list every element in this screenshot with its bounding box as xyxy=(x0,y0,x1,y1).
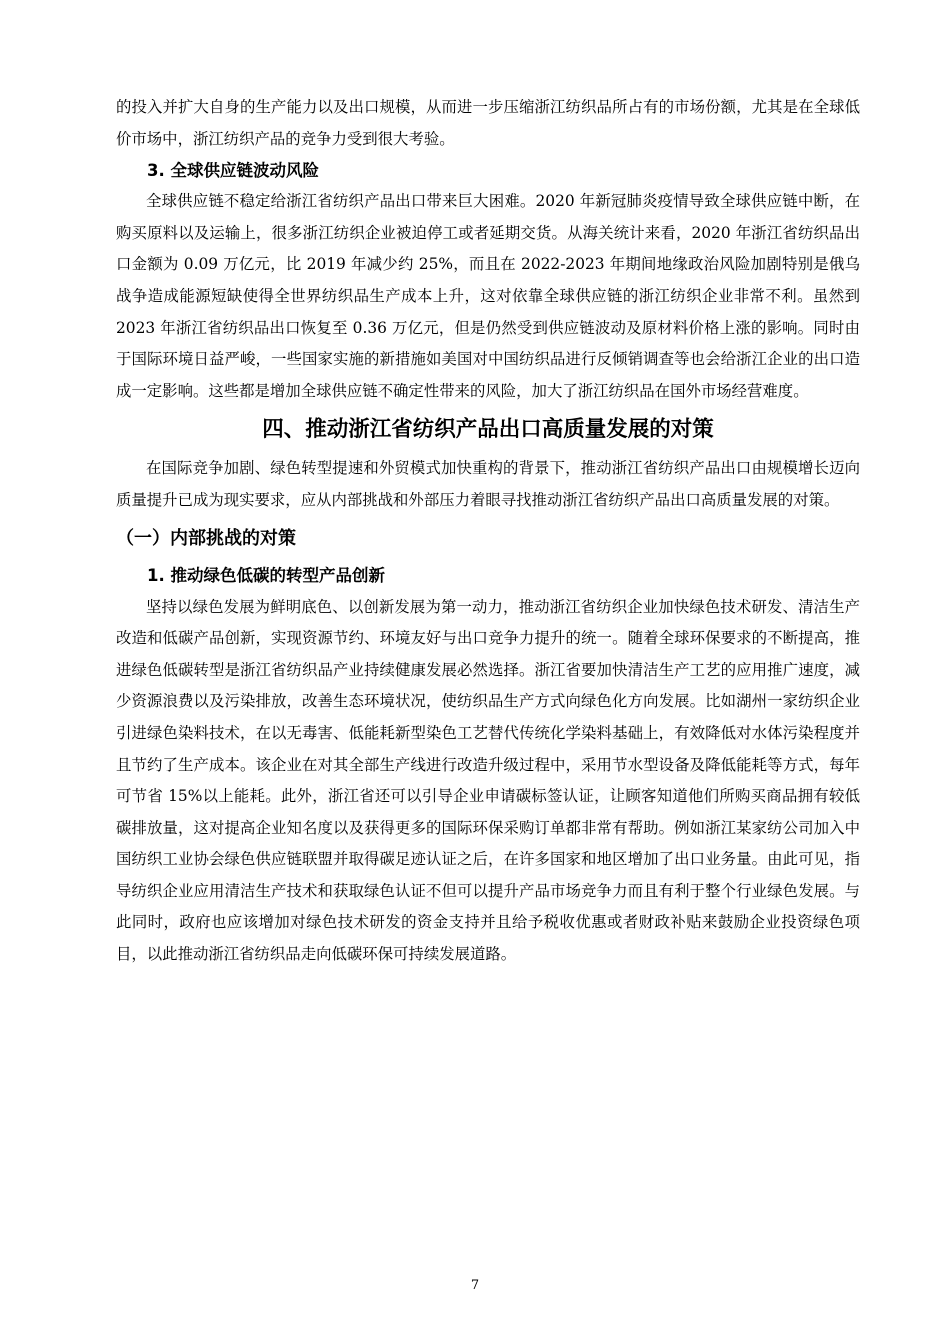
section-heading-countermeasures: 四、推动浙江省纺织产品出口高质量发展的对策 xyxy=(262,417,714,443)
page-number: 7 xyxy=(470,1278,480,1293)
document-page xyxy=(116,92,860,971)
sub-heading-green-transformation: 1. 推动绿色低碳的转型产品创新 xyxy=(147,566,385,586)
green-transformation-paragraph: 坚持以绿色发展为鲜明底色、以创新发展为第一动力，推动浙江省纺织企业加快绿色技术研发、清洁生产改造和低碳产品创新，实现资源节约、环境友好与出口竞争力提升的统一。随着全球环保要求的不断提高，推进绿色低碳转型是浙江省纺织品产业持续健康发展必然选择。浙江省要加快清洁生产工艺的应用推广速度，减少资源浪费以及污染排放，改善生态环境状况，使纺织品生产方式向绿色化方向发展。比如湖州一家纺织企业引进绿色染料技术，在以无毒害、低能耗新型染色工艺替代传统化学染料基础上，有效降低对水体污染程度并且节约了生产成本。该企业在对其全部生产线进行改造升级过程中，采用节水型设备及降低能耗等方式，每年可节省 15%以上能耗。此外，浙江省还可以引导企业申请碳标签认证，让顾客知道他们所购买商品拥有较低碳排放量，这对提高企业知名度以及获得更多的国际环保采购订单都非常有帮助。例如浙江某家纺公司加入中国纺织工业协会绿色供应链联盟并取得碳足迹认证之后，在许多国家和地区增加了出口业务量。由此可见，指导纺织企业应用清洁生产技术和获取绿色认证不但可以提升产品市场竞争力而且有利于整个行业绿色发展。与此同时，政府也应该增加对绿色技术研发的资金支持并且给予税收优惠或者财政补贴来鼓励企业投资绿色项目，以此推动浙江省纺织品走向低碳环保可持续发展道路。 xyxy=(116,597,860,964)
intro-paragraph: 的投入并扩大自身的生产能力以及出口规模，从而进一步压缩浙江纺织品所占有的市场份额，尤其是在全球低价市场中，浙江纺织产品的竞争力受到很大考验。 xyxy=(116,98,860,148)
section-intro-paragraph: 在国际竞争加剧、绿色转型提速和外贸模式加快重构的背景下，推动浙江省纺织产品出口由规模增长迈向质量提升已成为现实要求，应从内部挑战和外部压力着眼寻找推动浙江省纺织产品出口高质量发展的对策。 xyxy=(116,459,860,509)
sub-heading-supply-chain-risk: 3. 全球供应链波动风险 xyxy=(147,160,319,180)
supply-chain-paragraph: 全球供应链不稳定给浙江省纺织产品出口带来巨大困难。2020 年新冠肺炎疫情导致全球供应链中断，在购买原料以及运输上，很多浙江纺织企业被迫停工或者延期交货。从海关统计来看，2020 年浙江省纺织品出口金额为 0.09 万亿元，比 2019 年减少约 25%，而且在 2022-2023 年期间地缘政治风险加剧特别是俄乌战争造成能源短缺使得全世界纺织品生产成本上升，这对依靠全球供应链的浙江纺织企业非常不利。虽然到 2023 年浙江省纺织品出口恢复至 0.36 万亿元，但是仍然受到供应链波动及原材料价格上涨的影响。同时由于国际环境日益严峻，一些国家实施的新措施如美国对中国纺织品进行反倾销调查等也会给浙江企业的出口造成一定影响。这些都是增加全球供应链不确定性带来的风险，加大了浙江纺织品在国外市场经营难度。 xyxy=(116,192,860,400)
chapter-heading-internal-challenges: （一）内部挑战的对策 xyxy=(116,527,296,549)
